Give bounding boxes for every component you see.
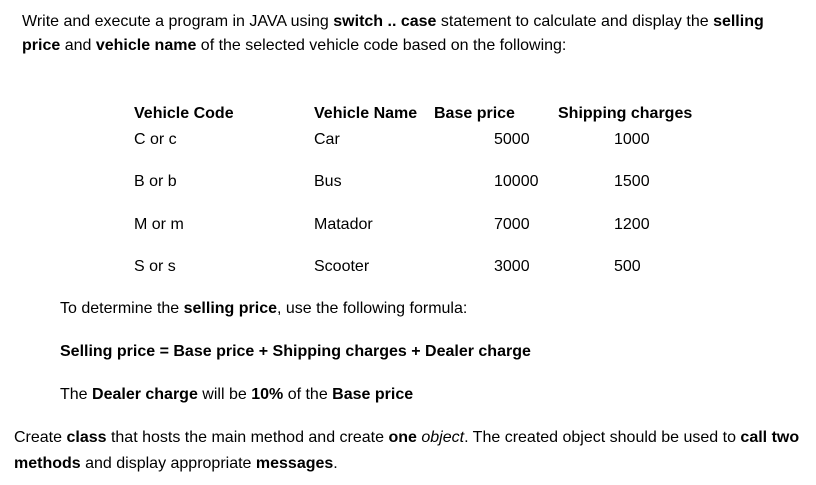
dealer-percent: 10%: [251, 386, 284, 403]
formula-selling-price: selling price: [183, 300, 277, 317]
header-vehicle-code: Vehicle Code: [134, 105, 234, 122]
table-cell-code: C or c: [134, 131, 177, 148]
intro-vehicle-name: vehicle name: [95, 37, 197, 54]
outro-period: .: [333, 455, 338, 472]
intro-selling-price: selling price: [22, 13, 764, 54]
table-cell-shipping: 1200: [614, 216, 650, 233]
table-cell-shipping: 1000: [614, 131, 650, 148]
header-vehicle-name: Vehicle Name: [314, 105, 418, 122]
table-cell-name: Bus: [314, 173, 342, 190]
intro-switch-case: switch .. case: [333, 13, 437, 30]
outro-text-1: Create: [14, 429, 67, 446]
table-cell-code: M or m: [134, 216, 184, 233]
table-cell-name: Scooter: [314, 258, 370, 275]
table-cell-base: 5000: [494, 131, 530, 148]
outro-messages: messages: [255, 455, 334, 472]
outro-text-3: that hosts the main method and create: [106, 429, 389, 446]
table-cell-name: Car: [314, 131, 340, 148]
dealer-charge-term: Dealer charge: [92, 386, 198, 403]
intro-text-5: and: [60, 37, 96, 54]
dealer-text-e: of the: [283, 386, 333, 403]
formula-equation: Selling price = Base price + Shipping charges + Dealer charge: [60, 343, 531, 360]
table-cell-base: 3000: [494, 258, 530, 275]
table-cell-name: Matador: [314, 216, 373, 233]
dealer-text-a: The: [60, 386, 93, 403]
outro-paragraph: [14, 425, 809, 477]
table-cell-base: 7000: [494, 216, 530, 233]
table-cell-code: B or b: [134, 173, 177, 190]
intro-text-1: Write and execute a program in JAVA using: [22, 13, 334, 30]
outro-call: call: [740, 429, 768, 446]
outro-text-7: . The created object should be used to: [464, 429, 741, 446]
header-shipping-charges: Shipping charges: [558, 105, 693, 122]
intro-text-7: of the selected vehicle code based on the following:: [196, 37, 567, 54]
intro-paragraph: [22, 10, 802, 58]
dealer-text-c: will be: [197, 386, 252, 403]
outro-object: object: [421, 429, 465, 446]
outro-two-methods: two methods: [14, 429, 800, 472]
header-base-price: Base price: [434, 105, 515, 122]
outro-text-11: and display appropriate: [80, 455, 256, 472]
table-cell-code: S or s: [134, 258, 176, 275]
formula-intro-tail: , use the following formula:: [277, 300, 468, 317]
outro-class: class: [66, 429, 107, 446]
table-cell-shipping: 1500: [614, 173, 650, 190]
dealer-charge-line: [60, 386, 413, 404]
formula-intro: [60, 300, 467, 318]
table-cell-base: 10000: [494, 173, 539, 190]
formula-intro-text: To determine the: [60, 300, 184, 317]
intro-text-3: statement to calculate and display the: [436, 13, 714, 30]
outro-one: one: [388, 429, 417, 446]
table-cell-shipping: 500: [614, 258, 641, 275]
dealer-base-price: Base price: [332, 386, 414, 403]
